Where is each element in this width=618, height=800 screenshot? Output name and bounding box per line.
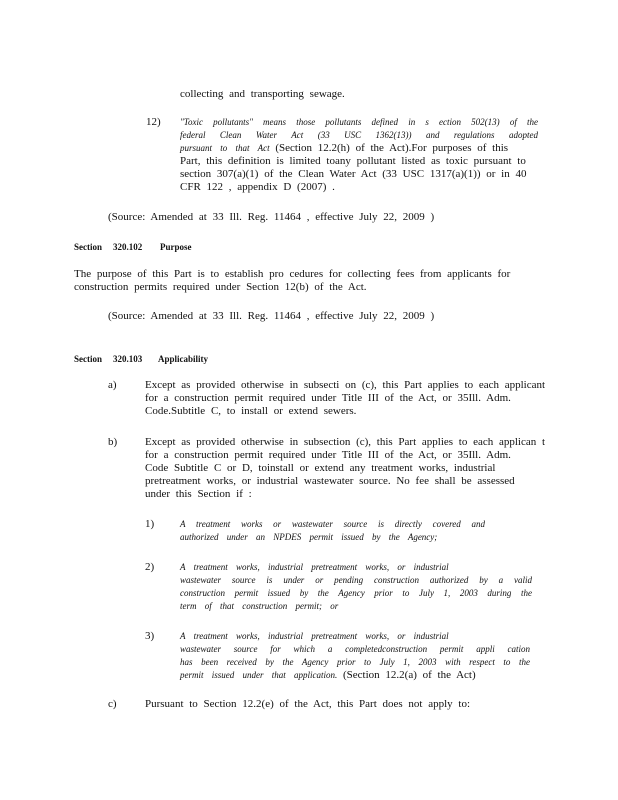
item-c-text: Pursuant to Section 12.2(e) of the Act, this Part does not apply to: bbox=[145, 698, 471, 710]
sub-1-text: A treatment works or wastewater source is directly covered and authorized under an NPDES permit issued by the Agency; bbox=[180, 519, 485, 542]
source-note-1: (Source: Amended at 33 Ill. Reg. 11464 , effective July 22, 2009 ) bbox=[108, 211, 435, 223]
item-b-label: b) bbox=[108, 436, 118, 448]
item-a-text: Except as provided otherwise in subsecti on (c), this Part applies to each applicant for a construction permit required under Title III of the Act, or 35Ill. Adm. Code.Subtitle C, to install or extend sewers. bbox=[145, 379, 546, 417]
section-102-number: 320.102 bbox=[113, 242, 143, 252]
item-c-label: c) bbox=[108, 698, 117, 710]
purpose-paragraph: The purpose of this Part is to establish pro cedures for collecting fees from applicants for construction permits required under Section 12(b) of the Act. bbox=[74, 268, 511, 293]
item-12-line-6: CFR 122 , appendix D (2007) . bbox=[180, 181, 335, 193]
source-note-2: (Source: Amended at 33 Ill. Reg. 11464 , effective July 22, 2009 ) bbox=[108, 310, 435, 322]
item-12-line-5: section 307(a)(1) of the Clean Water Act (33 USC 1317(a)(1)) or in 40 bbox=[180, 168, 527, 180]
item-a-label: a) bbox=[108, 379, 117, 391]
sub-3-label: 3) bbox=[145, 630, 155, 642]
continuation-text: collecting and transporting sewage. bbox=[180, 88, 345, 100]
item-12-number: 12) bbox=[146, 116, 161, 128]
item-12-line-1: "Toxic pollutants" means those pollutants defined in s ection 502(13) of the bbox=[180, 117, 538, 127]
section-102-title: Purpose bbox=[160, 242, 192, 252]
item-12-line-4: Part, this definition is limited toany pollutant listed as toxic pursuant to bbox=[180, 155, 526, 167]
section-103-title: Applicability bbox=[158, 354, 209, 364]
sub-2-text: A treatment works, industrial pretreatment works, or industrial wastewater source is under or pending construction authorized by a valid construction permit issued by the Agency prior to July 1, 2003 during the term of that construction permit; or bbox=[180, 562, 532, 611]
item-12-definition bbox=[180, 116, 538, 194]
section-103-label: Section bbox=[74, 354, 102, 364]
item-12-line-3: pursuant to that Act (Section 12.2(h) of the Act).For purposes of this bbox=[180, 142, 509, 154]
section-103-number: 320.103 bbox=[113, 354, 143, 364]
sub-3-last-line: permit issued under that application. (Section 12.2(a) of the Act) bbox=[180, 669, 476, 681]
item-b-text: Except as provided otherwise in subsection (c), this Part applies to each applican t for a construction permit required under Title III of the Act, or 35Ill. Adm. Code Subtitle C or D, toinstall or extend any treatment works, industrial pretreatment works, or industrial wastewater source. No fee shall be assessed under this Section if : bbox=[145, 436, 546, 500]
sub-2-label: 2) bbox=[145, 561, 155, 573]
sub-1-label: 1) bbox=[145, 518, 155, 530]
item-12-line-2: federal Clean Water Act (33 USC 1362(13)) and regulations adopted bbox=[180, 130, 538, 140]
section-102-label: Section bbox=[74, 242, 102, 252]
sub-3-text: A treatment works, industrial pretreatment works, or industrial wastewater source for which a completedconstruction permit appli cation has been received by the Agency prior to July 1, 2003 with respect to the permit issued under that application. (Section 12.2(a) of the Act) bbox=[180, 631, 530, 681]
